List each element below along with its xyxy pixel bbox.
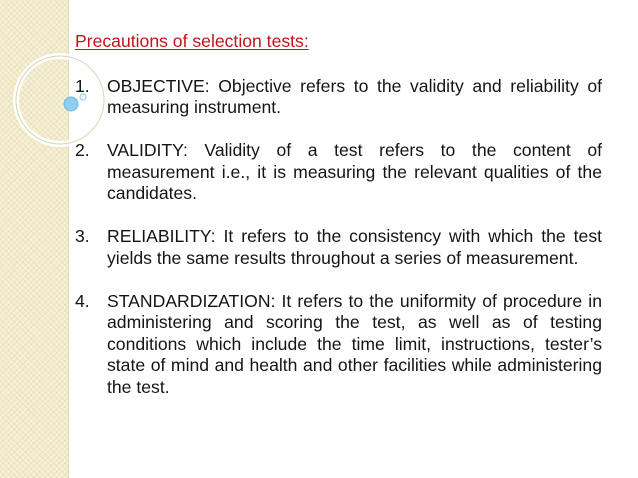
list-item [75, 226, 602, 269]
list-item-number: 1. [75, 75, 90, 96]
list-item-text: OBJECTIVE: Objective refers to the validity and reliability of measuring instrument. [107, 75, 602, 117]
list-item-text: RELIABILITY: It refers to the consistency with which the test yields the same results throughout a series of measurement. [107, 226, 602, 268]
list-item [75, 76, 602, 119]
list-item-text: VALIDITY: Validity of a test refers to the content of measurement i.e., it is measuring the relevant qualities of the candidates. [107, 140, 602, 203]
list-item [75, 291, 602, 399]
list-item [75, 140, 602, 205]
list-item-text: STANDARDIZATION: It refers to the uniformity of procedure in administering and scoring the test, as well as of testing conditions which include the time limit, instructions, tester’s state of mind and health and other facilities while administering the test. [107, 290, 602, 397]
list-item-number: 3. [75, 226, 90, 246]
list-item-number: 2. [75, 140, 90, 160]
slide-title: Precautions of selection tests: [75, 31, 309, 51]
slide-content [75, 31, 602, 420]
list-item-number: 4. [75, 290, 90, 311]
